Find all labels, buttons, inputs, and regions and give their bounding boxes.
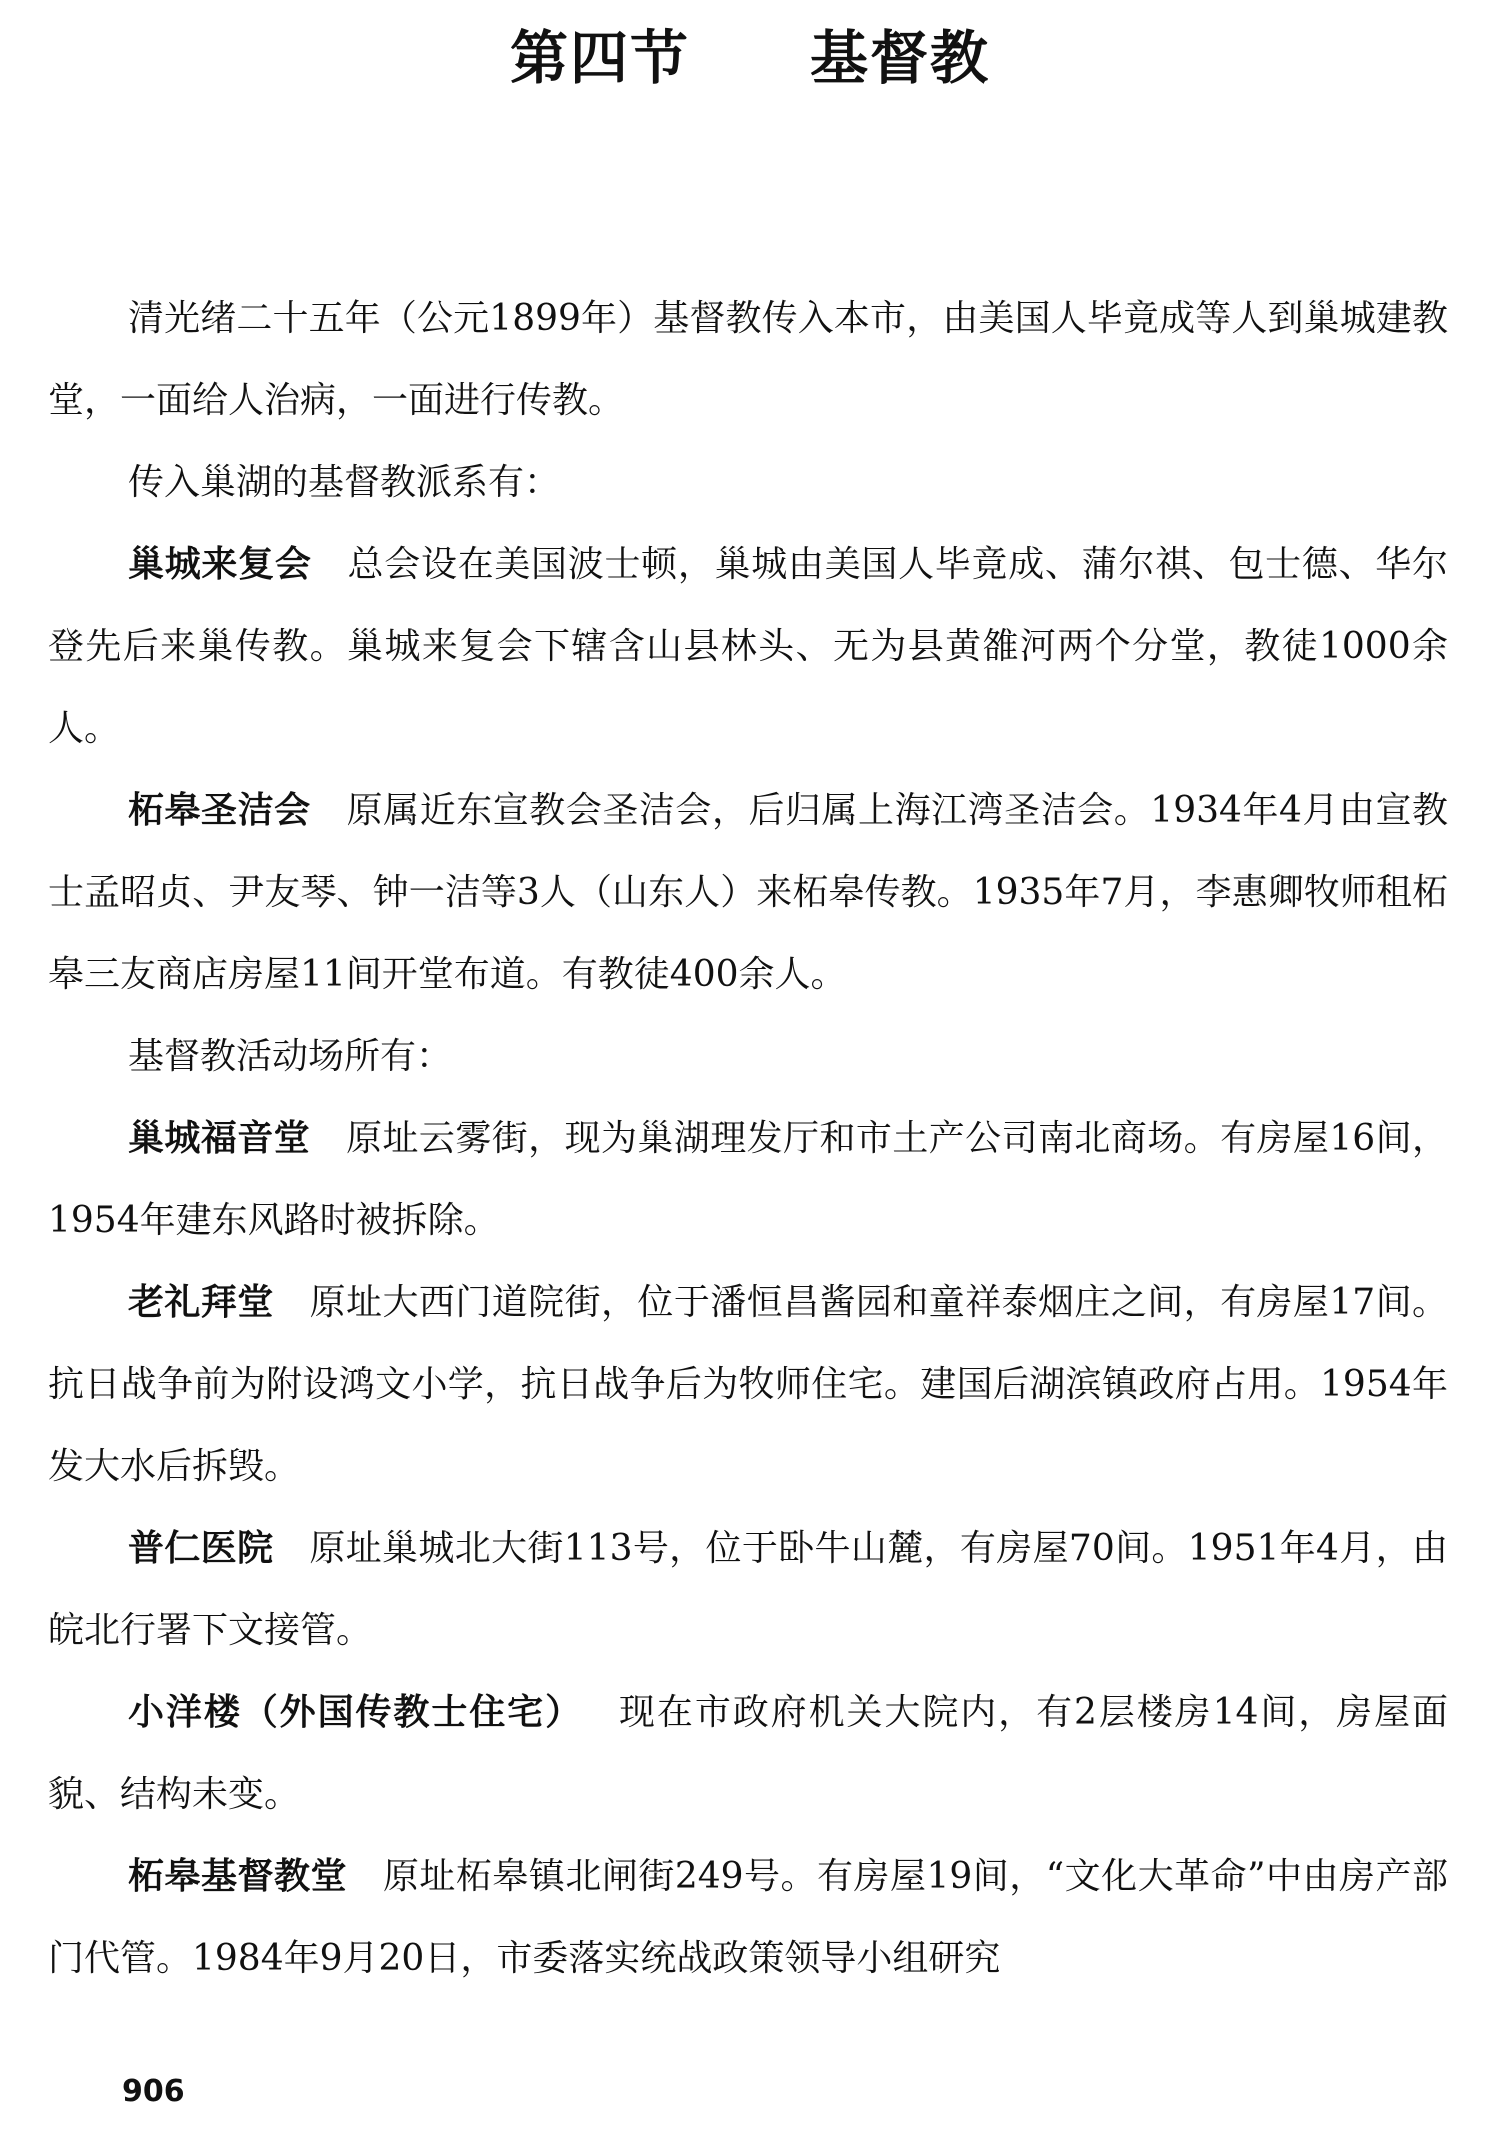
paragraph-term: 柘皋基督教堂 <box>128 1856 347 1897</box>
paragraph-chaocheng-laifuhui <box>48 524 1448 770</box>
paragraph-text: 原址云雾街，现为巢湖理发厅和市土产公司南北商场。有房屋16间，1954年建东风路时被拆除。 <box>48 1118 1448 1241</box>
paragraph-puren-hospital <box>48 1508 1448 1672</box>
paragraph-text: 原址巢城北大街113号，位于卧牛山麓，有房屋70间。1951年4月，由皖北行署下文接管。 <box>48 1528 1448 1651</box>
paragraph-venues-lead <box>48 1016 1448 1098</box>
paragraph-text: 基督教活动场所有： <box>128 1036 453 1077</box>
paragraph-text: 传入巢湖的基督教派系有： <box>128 462 561 503</box>
paragraph-term: 巢城福音堂 <box>128 1118 311 1159</box>
paragraph-text: 总会设在美国波士顿，巢城由美国人毕竟成、蒲尔祺、包士德、华尔登先后来巢传教。巢城来复会下辖含山县林头、无为县黄雒河两个分堂，教徒1000余人。 <box>48 544 1448 749</box>
paragraph-denominations-lead <box>48 442 1448 524</box>
paragraph-zhegao-shengjiehui <box>48 770 1448 1016</box>
paragraph-term: 老礼拜堂 <box>128 1282 274 1323</box>
paragraph-text: 原址柘皋镇北闸街249号。有房屋19间，“文化大革命”中由房产部门代管。1984年9月20日，市委落实统战政策领导小组研究 <box>48 1856 1448 1979</box>
paragraph-term: 巢城来复会 <box>128 544 312 585</box>
paragraph-text: 现在市政府机关大院内，有2层楼房14间，房屋面貌、结构未变。 <box>48 1692 1448 1815</box>
page-number: 906 <box>122 2074 185 2109</box>
section-number: 第四节 <box>509 24 690 92</box>
paragraph-fuyintang <box>48 1098 1448 1262</box>
paragraph-term: 普仁医院 <box>128 1528 274 1569</box>
paragraph-text: 清光绪二十五年（公元1899年）基督教传入本市，由美国人毕竟成等人到巢城建教堂，一面给人治病，一面进行传教。 <box>48 298 1448 421</box>
body-text <box>48 278 1448 2000</box>
paragraph-laolibaitang <box>48 1262 1448 1508</box>
paragraph-intro <box>48 278 1448 442</box>
paragraph-text: 原址大西门道院街，位于潘恒昌酱园和童祥泰烟庄之间，有房屋17间。抗日战争前为附设鸿文小学，抗日战争后为牧师住宅。建国后湖滨镇政府占用。1954年发大水后拆毁。 <box>48 1282 1448 1487</box>
paragraph-text: 原属近东宣教会圣洁会，后归属上海江湾圣洁会。1934年4月由宣教士孟昭贞、尹友琴、钟一洁等3人（山东人）来柘皋传教。1935年7月，李惠卿牧师租柘皋三友商店房屋11间开堂布道。有教徒400余人。 <box>48 790 1448 995</box>
section-heading <box>0 18 1500 98</box>
paragraph-zhegao-church <box>48 1836 1448 2000</box>
paragraph-xiaoyanglou <box>48 1672 1448 1836</box>
section-topic: 基督教 <box>810 24 991 92</box>
paragraph-term: 柘皋圣洁会 <box>128 790 311 831</box>
paragraph-term: 小洋楼（外国传教士住宅） <box>128 1692 584 1733</box>
